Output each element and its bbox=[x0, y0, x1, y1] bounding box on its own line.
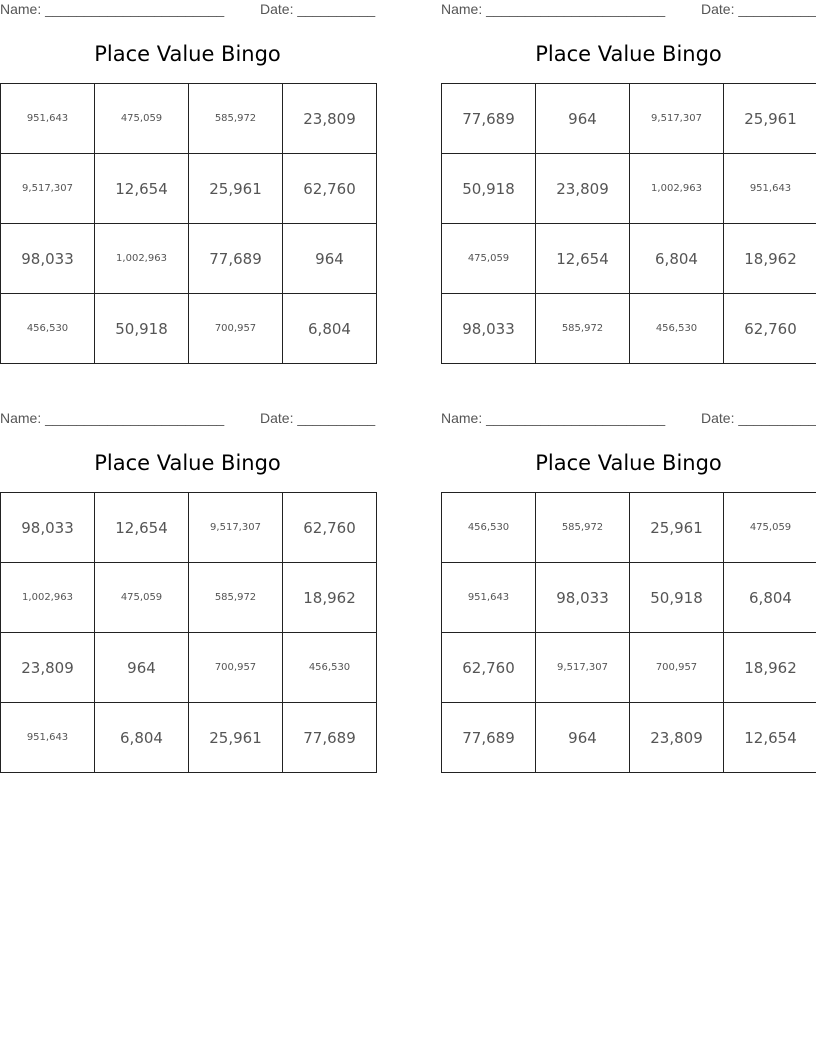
card-title: Place Value Bingo bbox=[94, 42, 281, 66]
grid-cell[interactable]: 12,654 bbox=[95, 493, 189, 563]
bingo-card-1 bbox=[0, 0, 375, 370]
bingo-card-4 bbox=[441, 409, 816, 779]
grid-row bbox=[442, 703, 816, 773]
date-field[interactable]: Date: __________ bbox=[260, 410, 376, 426]
grid-cell[interactable]: 9,517,307 bbox=[1, 154, 95, 224]
grid-row bbox=[442, 633, 816, 703]
bingo-grid bbox=[441, 83, 816, 364]
grid-cell[interactable]: 18,962 bbox=[724, 224, 816, 294]
card-header bbox=[441, 1, 816, 21]
grid-cell[interactable]: 456,530 bbox=[283, 633, 377, 703]
date-field[interactable]: Date: __________ bbox=[701, 1, 816, 17]
card-header bbox=[0, 1, 375, 21]
grid-cell[interactable]: 964 bbox=[95, 633, 189, 703]
grid-cell[interactable]: 18,962 bbox=[724, 633, 816, 703]
grid-cell[interactable]: 585,972 bbox=[536, 294, 630, 364]
grid-row bbox=[442, 493, 816, 563]
grid-cell[interactable]: 585,972 bbox=[189, 84, 283, 154]
grid-cell[interactable]: 456,530 bbox=[630, 294, 724, 364]
grid-row bbox=[1, 154, 377, 224]
grid-cell[interactable]: 62,760 bbox=[442, 633, 536, 703]
grid-cell[interactable]: 25,961 bbox=[189, 154, 283, 224]
grid-row bbox=[442, 224, 816, 294]
grid-cell[interactable]: 964 bbox=[536, 703, 630, 773]
grid-cell[interactable]: 98,033 bbox=[1, 224, 95, 294]
grid-cell[interactable]: 9,517,307 bbox=[630, 84, 724, 154]
grid-cell[interactable]: 18,962 bbox=[283, 563, 377, 633]
grid-cell[interactable]: 6,804 bbox=[95, 703, 189, 773]
date-field[interactable]: Date: __________ bbox=[260, 1, 376, 17]
grid-cell[interactable]: 77,689 bbox=[283, 703, 377, 773]
grid-cell[interactable]: 77,689 bbox=[189, 224, 283, 294]
grid-cell[interactable]: 700,957 bbox=[189, 294, 283, 364]
grid-cell[interactable]: 964 bbox=[536, 84, 630, 154]
grid-cell[interactable]: 700,957 bbox=[630, 633, 724, 703]
grid-cell[interactable]: 9,517,307 bbox=[536, 633, 630, 703]
grid-cell[interactable]: 25,961 bbox=[724, 84, 816, 154]
grid-cell[interactable]: 12,654 bbox=[95, 154, 189, 224]
grid-cell[interactable]: 475,059 bbox=[95, 84, 189, 154]
bingo-grid bbox=[441, 492, 816, 773]
grid-row bbox=[1, 703, 377, 773]
grid-cell[interactable]: 77,689 bbox=[442, 84, 536, 154]
grid-row bbox=[1, 563, 377, 633]
grid-row bbox=[1, 633, 377, 703]
grid-cell[interactable]: 98,033 bbox=[1, 493, 95, 563]
grid-cell[interactable]: 62,760 bbox=[283, 154, 377, 224]
grid-row bbox=[1, 224, 377, 294]
grid-cell[interactable]: 6,804 bbox=[283, 294, 377, 364]
grid-cell[interactable]: 1,002,963 bbox=[95, 224, 189, 294]
grid-cell[interactable]: 6,804 bbox=[630, 224, 724, 294]
grid-cell[interactable]: 1,002,963 bbox=[630, 154, 724, 224]
name-field[interactable]: Name: _______________________ bbox=[0, 410, 225, 426]
bingo-card-3 bbox=[0, 409, 375, 779]
grid-cell[interactable]: 700,957 bbox=[189, 633, 283, 703]
grid-cell[interactable]: 475,059 bbox=[442, 224, 536, 294]
grid-row bbox=[1, 294, 377, 364]
grid-cell[interactable]: 9,517,307 bbox=[189, 493, 283, 563]
grid-cell[interactable]: 951,643 bbox=[1, 84, 95, 154]
grid-cell[interactable]: 12,654 bbox=[536, 224, 630, 294]
grid-row bbox=[1, 493, 377, 563]
grid-cell[interactable]: 585,972 bbox=[189, 563, 283, 633]
bingo-card-2 bbox=[441, 0, 816, 370]
grid-cell[interactable]: 951,643 bbox=[724, 154, 816, 224]
grid-cell[interactable]: 475,059 bbox=[95, 563, 189, 633]
grid-cell[interactable]: 98,033 bbox=[536, 563, 630, 633]
name-field[interactable]: Name: _______________________ bbox=[441, 410, 666, 426]
grid-cell[interactable]: 77,689 bbox=[442, 703, 536, 773]
date-field[interactable]: Date: __________ bbox=[701, 410, 816, 426]
grid-cell[interactable]: 62,760 bbox=[283, 493, 377, 563]
grid-cell[interactable]: 25,961 bbox=[189, 703, 283, 773]
grid-cell[interactable]: 25,961 bbox=[630, 493, 724, 563]
bingo-grid bbox=[0, 492, 377, 773]
grid-cell[interactable]: 951,643 bbox=[1, 703, 95, 773]
name-field[interactable]: Name: _______________________ bbox=[441, 1, 666, 17]
name-field[interactable]: Name: _______________________ bbox=[0, 1, 225, 17]
grid-cell[interactable]: 456,530 bbox=[1, 294, 95, 364]
grid-cell[interactable]: 23,809 bbox=[283, 84, 377, 154]
grid-cell[interactable]: 585,972 bbox=[536, 493, 630, 563]
grid-row bbox=[442, 84, 816, 154]
card-header bbox=[0, 410, 375, 430]
card-title: Place Value Bingo bbox=[535, 42, 722, 66]
grid-cell[interactable]: 98,033 bbox=[442, 294, 536, 364]
grid-cell[interactable]: 6,804 bbox=[724, 563, 816, 633]
card-title: Place Value Bingo bbox=[94, 451, 281, 475]
grid-cell[interactable]: 951,643 bbox=[442, 563, 536, 633]
grid-row bbox=[442, 563, 816, 633]
grid-cell[interactable]: 50,918 bbox=[95, 294, 189, 364]
grid-cell[interactable]: 23,809 bbox=[536, 154, 630, 224]
grid-cell[interactable]: 964 bbox=[283, 224, 377, 294]
grid-cell[interactable]: 23,809 bbox=[1, 633, 95, 703]
grid-cell[interactable]: 23,809 bbox=[630, 703, 724, 773]
grid-row bbox=[442, 154, 816, 224]
grid-cell[interactable]: 50,918 bbox=[630, 563, 724, 633]
grid-row bbox=[442, 294, 816, 364]
grid-cell[interactable]: 62,760 bbox=[724, 294, 816, 364]
grid-cell[interactable]: 50,918 bbox=[442, 154, 536, 224]
card-header bbox=[441, 410, 816, 430]
card-title: Place Value Bingo bbox=[535, 451, 722, 475]
grid-cell[interactable]: 12,654 bbox=[724, 703, 816, 773]
grid-cell[interactable]: 456,530 bbox=[442, 493, 536, 563]
grid-cell[interactable]: 475,059 bbox=[724, 493, 816, 563]
bingo-grid bbox=[0, 83, 377, 364]
grid-row bbox=[1, 84, 377, 154]
grid-cell[interactable]: 1,002,963 bbox=[1, 563, 95, 633]
